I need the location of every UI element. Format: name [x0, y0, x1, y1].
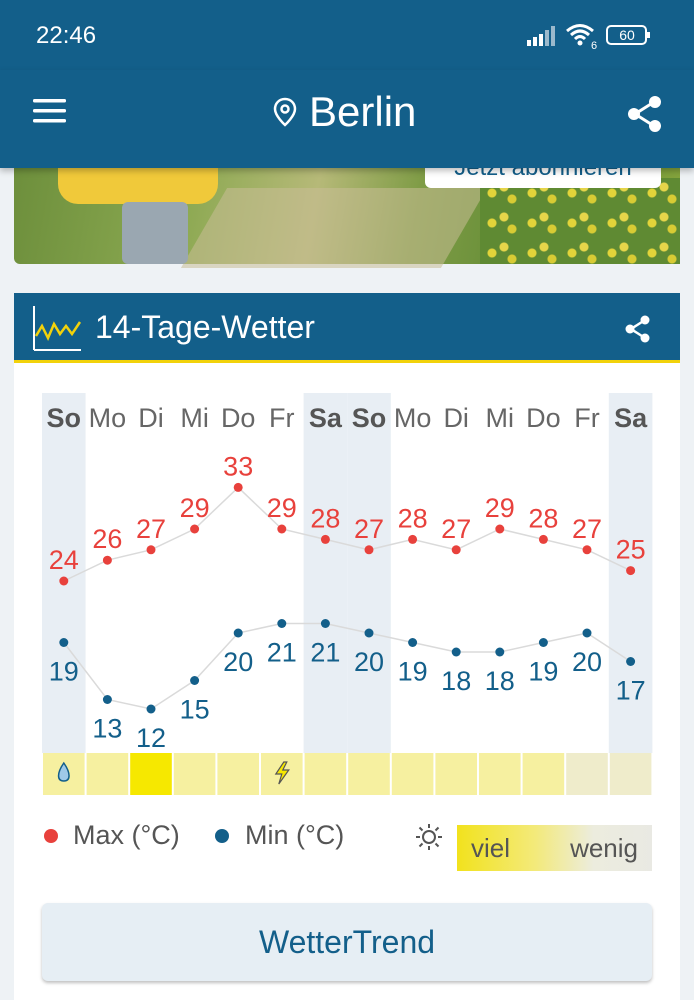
status-time: 22:46 [36, 22, 97, 49]
sunshine-cell [305, 753, 347, 795]
weekend-band [304, 393, 348, 753]
banner-hiker-graphic [58, 168, 218, 204]
day-label: Mi [180, 403, 209, 433]
max-temp-point [190, 525, 199, 534]
max-temp-label: 28 [310, 503, 341, 534]
min-temp-label: 19 [48, 656, 79, 687]
promo-banner[interactable] [14, 168, 680, 264]
max-temp-label: 28 [528, 503, 559, 534]
max-temp-point [147, 545, 156, 554]
min-temp-label: 20 [571, 647, 603, 677]
min-temp-point [495, 648, 504, 657]
min-temp-point [365, 629, 374, 638]
sunshine-cell [217, 753, 259, 795]
min-temp-label: 18 [484, 666, 515, 696]
max-temp-point [365, 545, 374, 554]
min-temp-point [583, 629, 592, 638]
max-temp-point [626, 566, 635, 575]
min-temp-label: 19 [397, 656, 428, 687]
max-temp-label: 28 [397, 503, 428, 534]
day-label: Fr [269, 403, 295, 433]
min-temp-point [452, 648, 461, 657]
day-label: Mo [88, 403, 127, 433]
share-icon[interactable] [624, 314, 652, 344]
signal-icon [527, 26, 559, 46]
max-temp-label: 29 [266, 493, 297, 523]
max-temp-point [408, 535, 417, 544]
weekend-band [347, 393, 391, 753]
battery-level: 60 [619, 27, 635, 43]
wettertrend-button[interactable]: WetterTrend [42, 903, 652, 981]
app-bar [0, 70, 694, 168]
min-temp-point [147, 705, 156, 714]
sunshine-scale-viel: viel [471, 833, 511, 863]
max-temp-label: 29 [179, 493, 210, 523]
banner-path-graphic [181, 188, 487, 268]
min-temp-point [103, 695, 112, 704]
min-temp-label: 17 [615, 675, 646, 706]
trend-chart-icon [31, 304, 83, 352]
min-temp-point [190, 676, 199, 685]
legend-max-label: Max (°C) [73, 820, 180, 850]
max-temp-label: 29 [484, 493, 515, 523]
day-label: Di [443, 403, 469, 433]
day-label: Mo [393, 403, 432, 433]
forecast-chart [14, 363, 680, 803]
min-temp-label: 21 [266, 637, 297, 668]
max-temp-label: 24 [48, 545, 79, 575]
day-label: Do [220, 403, 256, 433]
max-temp-point [234, 483, 243, 492]
min-temp-label: 21 [310, 637, 341, 668]
day-label: So [46, 403, 82, 433]
sunshine-cell [87, 753, 129, 795]
min-temp-point [234, 629, 243, 638]
card-header [14, 293, 680, 363]
sunshine-cell [566, 753, 608, 795]
day-label: Mi [485, 403, 515, 433]
forecast-card [14, 293, 680, 1000]
svg-text:6: 6 [591, 40, 598, 52]
max-temp-label: 27 [571, 513, 603, 544]
min-temp-label: 20 [223, 647, 254, 677]
banner-hiker-legs-graphic [122, 202, 188, 264]
min-temp-point [321, 619, 330, 628]
sunshine-cell [479, 753, 521, 795]
max-temp-label: 27 [135, 513, 167, 544]
day-label: Fr [574, 403, 600, 433]
min-temp-point [59, 638, 68, 647]
legend-min-marker [215, 829, 229, 843]
max-temp-point [539, 535, 548, 544]
chart-legend [14, 808, 680, 868]
max-temp-point [321, 535, 330, 544]
min-temp-label: 13 [92, 713, 123, 744]
max-temp-point [59, 577, 68, 586]
menu-icon[interactable] [33, 96, 67, 126]
sunshine-cell [130, 753, 172, 795]
sunshine-cell [610, 753, 652, 795]
sunshine-cell [392, 753, 434, 795]
sunshine-scale [457, 825, 652, 871]
wifi-icon [565, 22, 599, 50]
sunshine-cell [435, 753, 477, 795]
banner-flowers-graphic [480, 178, 680, 264]
day-label: Di [138, 403, 164, 433]
sun-icon [415, 823, 443, 851]
day-label: Sa [308, 403, 342, 433]
max-temp-label: 33 [223, 451, 254, 482]
max-temp-point [277, 525, 286, 534]
legend-min-label: Min (°C) [245, 820, 345, 850]
day-label: So [351, 403, 387, 433]
min-temp-label: 12 [135, 723, 167, 753]
min-temp-point [277, 619, 286, 628]
share-icon[interactable] [626, 94, 664, 134]
min-temp-point [626, 657, 635, 666]
min-temp-point [408, 638, 417, 647]
day-label: Sa [614, 403, 648, 433]
max-temp-point [103, 556, 112, 565]
min-temp-label: 15 [179, 694, 210, 725]
min-temp-point [539, 638, 548, 647]
legend-max-marker [44, 829, 58, 843]
max-temp-point [495, 525, 504, 534]
max-temp-label: 27 [441, 513, 472, 544]
location-title[interactable]: Berlin [309, 88, 417, 135]
status-bar [0, 0, 694, 70]
day-label: Do [526, 403, 561, 433]
max-temp-label: 27 [353, 513, 385, 544]
location-pin-icon [273, 97, 297, 127]
max-temp-label: 25 [615, 534, 646, 565]
min-temp-label: 18 [441, 666, 472, 696]
min-temp-label: 19 [528, 656, 559, 687]
sunshine-scale-wenig: wenig [570, 833, 638, 863]
max-temp-point [583, 545, 592, 554]
sunshine-cell [523, 753, 565, 795]
sunshine-cell [174, 753, 216, 795]
max-temp-label: 26 [92, 524, 123, 555]
card-title: 14-Tage-Wetter [95, 309, 315, 345]
max-temp-point [452, 545, 461, 554]
min-temp-label: 20 [353, 647, 385, 677]
sunshine-cell [348, 753, 390, 795]
